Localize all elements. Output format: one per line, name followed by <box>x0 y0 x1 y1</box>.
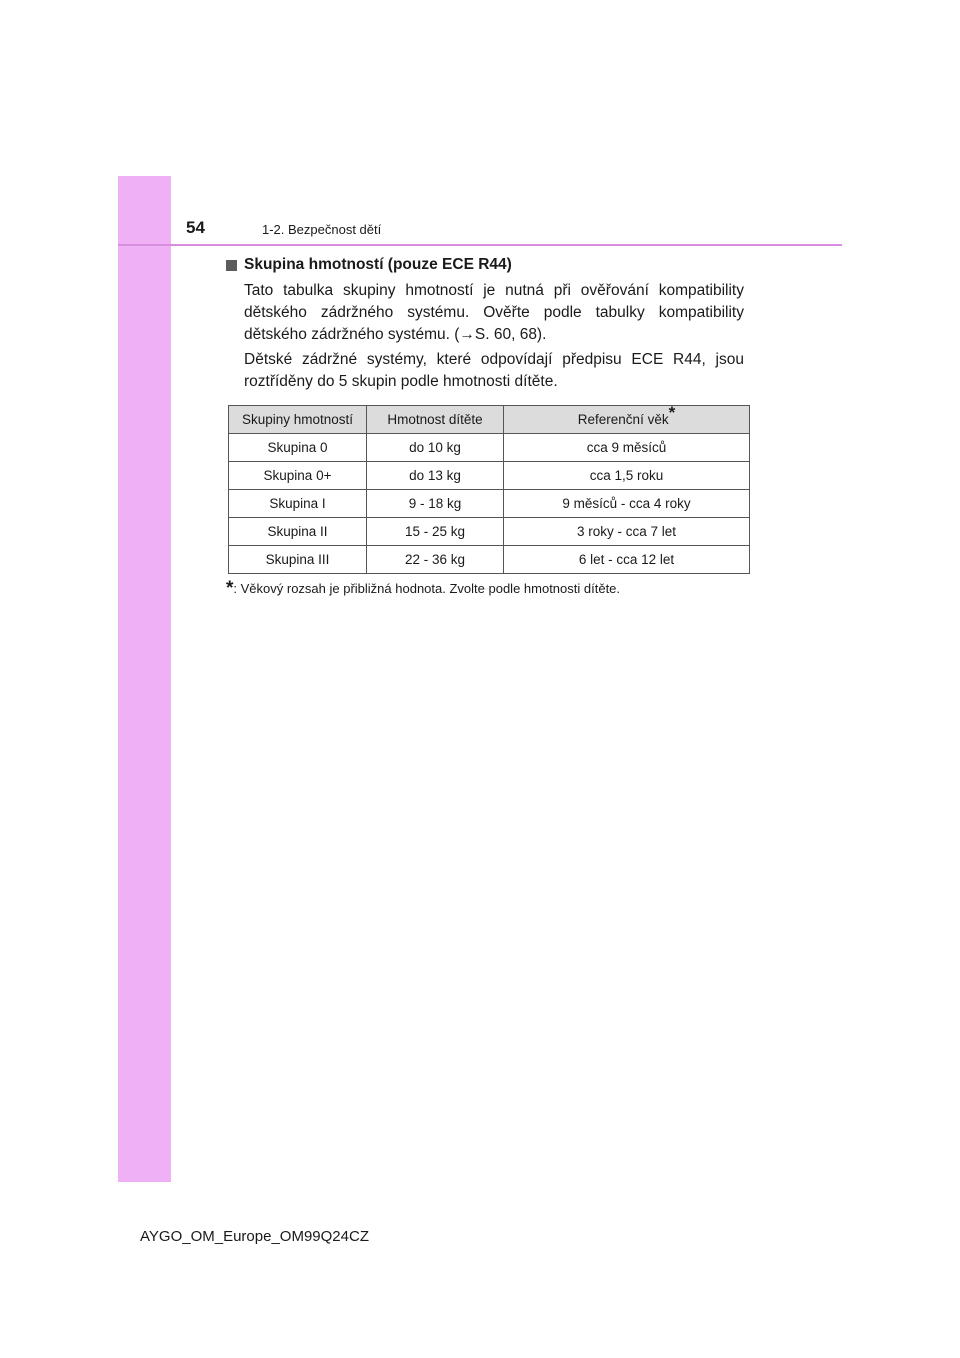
table-footnote <box>226 578 620 600</box>
table-row <box>229 546 750 574</box>
table-cell: Skupina 0+ <box>229 462 367 490</box>
table-cell: 3 roky - cca 7 let <box>504 518 750 546</box>
table-cell: Skupina III <box>229 546 367 574</box>
table-row <box>229 462 750 490</box>
footnote-text: : Věkový rozsah je přibližná hodnota. Zvolte podle hmotnosti dítěte. <box>233 581 621 596</box>
section-heading-text: Skupina hmotností (pouze ECE R44) <box>244 256 512 273</box>
table-cell: cca 1,5 roku <box>504 462 750 490</box>
table-cell: Skupina 0 <box>229 434 367 462</box>
table-cell: Skupina I <box>229 490 367 518</box>
table-header-row <box>229 406 750 434</box>
chapter-sidebar-tab <box>118 176 171 1182</box>
column-header-child-weight: Hmotnost dítěte <box>367 406 504 434</box>
groups-paragraph: Dětské zádržné systémy, které odpovídají předpisu ECE R44, jsou roztříděny do 5 skupin podle hmotnosti dítěte. <box>244 351 744 390</box>
section-title: 1-2. Bezpečnost dětí <box>262 222 382 237</box>
table-row <box>229 518 750 546</box>
weight-group-table <box>228 405 750 574</box>
table-cell: 6 let - cca 12 let <box>504 546 750 574</box>
table-cell: 22 - 36 kg <box>367 546 504 574</box>
square-bullet-icon <box>226 260 237 271</box>
table-cell: 9 měsíců - cca 4 roky <box>504 490 750 518</box>
column-header-weight-groups: Skupiny hmotností <box>229 406 367 434</box>
table-cell: cca 9 měsíců <box>504 434 750 462</box>
page-number: 54 <box>186 218 205 237</box>
column-header-reference-age-text: Referenční věk <box>577 412 669 427</box>
section-heading <box>226 256 512 274</box>
table-cell: 9 - 18 kg <box>367 490 504 518</box>
column-header-reference-age <box>504 403 750 434</box>
table-cell: do 10 kg <box>367 434 504 462</box>
footnote-star: * <box>226 578 234 599</box>
table-row <box>229 434 750 462</box>
header-divider <box>118 244 842 246</box>
footnote-marker: * <box>668 403 676 422</box>
table-cell: Skupina II <box>229 518 367 546</box>
document-code: AYGO_OM_Europe_OM99Q24CZ <box>140 1228 369 1245</box>
table-cell: do 13 kg <box>367 462 504 490</box>
intro-paragraph: Tato tabulka skupiny hmotností je nutná při ověřování kompatibility dětského zádržného systému. Ověřte podle tabulky kompatibility dětského zádržného systému. (→S. 60, 68). <box>244 282 744 343</box>
table-row <box>229 490 750 518</box>
table-cell: 15 - 25 kg <box>367 518 504 546</box>
